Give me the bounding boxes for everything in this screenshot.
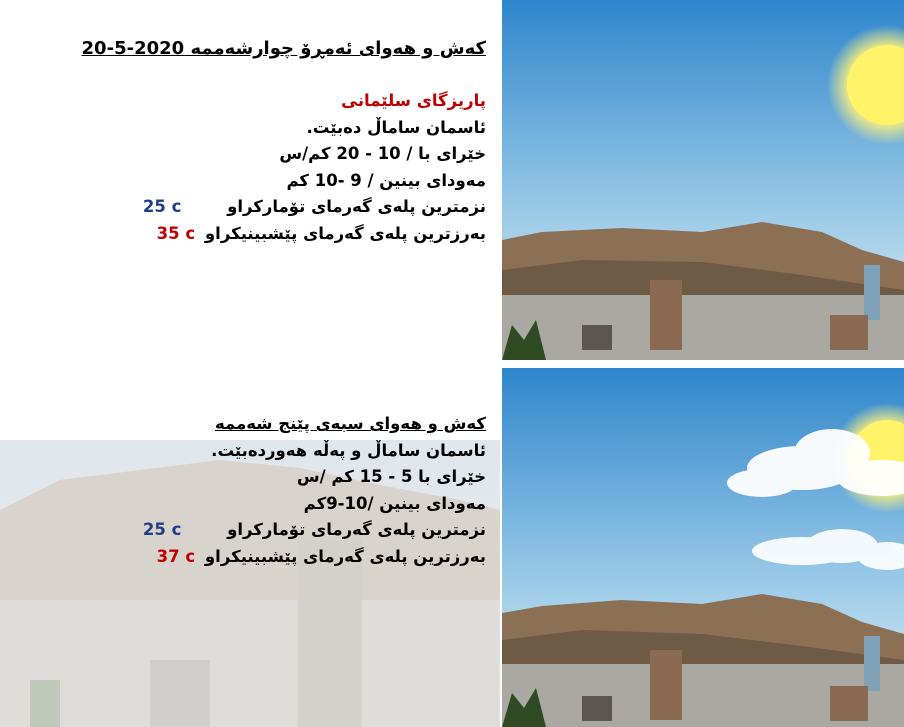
province-name: پاریزگای سلێمانی — [341, 91, 486, 110]
tomorrow-sky: ئاسمان ساماڵ و پەڵە هەوردەبێت. — [211, 440, 486, 460]
today-min-value: 25 c — [142, 197, 182, 216]
tomorrow-max-temp — [143, 544, 486, 571]
today-min-label: نزمترین پلەی گەرمای تۆمارکراو — [227, 197, 486, 216]
tomorrow-min-value: 25 c — [142, 520, 182, 539]
today-wind: خێرای با / 10 - 20 کم/س — [279, 144, 486, 163]
today-max-temp — [82, 221, 486, 248]
tomorrow-visibility: مەودای بینین /10-9کم — [303, 493, 486, 513]
tomorrow-min-temp — [143, 517, 486, 544]
today-max-label: بەرزترین پلەی گەرمای پێشبینیکراو — [204, 223, 486, 243]
today-sky: ئاسمان ساماڵ دەبێت. — [306, 117, 486, 137]
today-title: کەش و هەوای ئەمڕۆ چوارشەممە 2020-5-20 — [81, 38, 486, 59]
today-forecast — [82, 34, 486, 247]
sulaymaniyah-photo-tomorrow — [502, 368, 904, 727]
tomorrow-title: کەش و هەوای سبەی پێنج شەممە — [215, 414, 486, 433]
today-visibility: مەودای بینین / 9 -10 کم — [286, 170, 486, 190]
tomorrow-max-label: بەرزترین پلەی گەرمای پێشبینیکراو — [204, 546, 486, 566]
tomorrow-forecast — [143, 411, 486, 570]
tomorrow-wind: خێرای با 5 - 15 کم /س — [296, 467, 486, 486]
sulaymaniyah-photo-today — [502, 0, 904, 360]
today-max-value: 35 c — [156, 223, 196, 243]
today-min-temp — [82, 194, 486, 221]
tomorrow-min-label: نزمترین پلەی گەرمای تۆمارکراو — [227, 520, 486, 539]
tomorrow-max-value: 37 c — [156, 546, 196, 566]
